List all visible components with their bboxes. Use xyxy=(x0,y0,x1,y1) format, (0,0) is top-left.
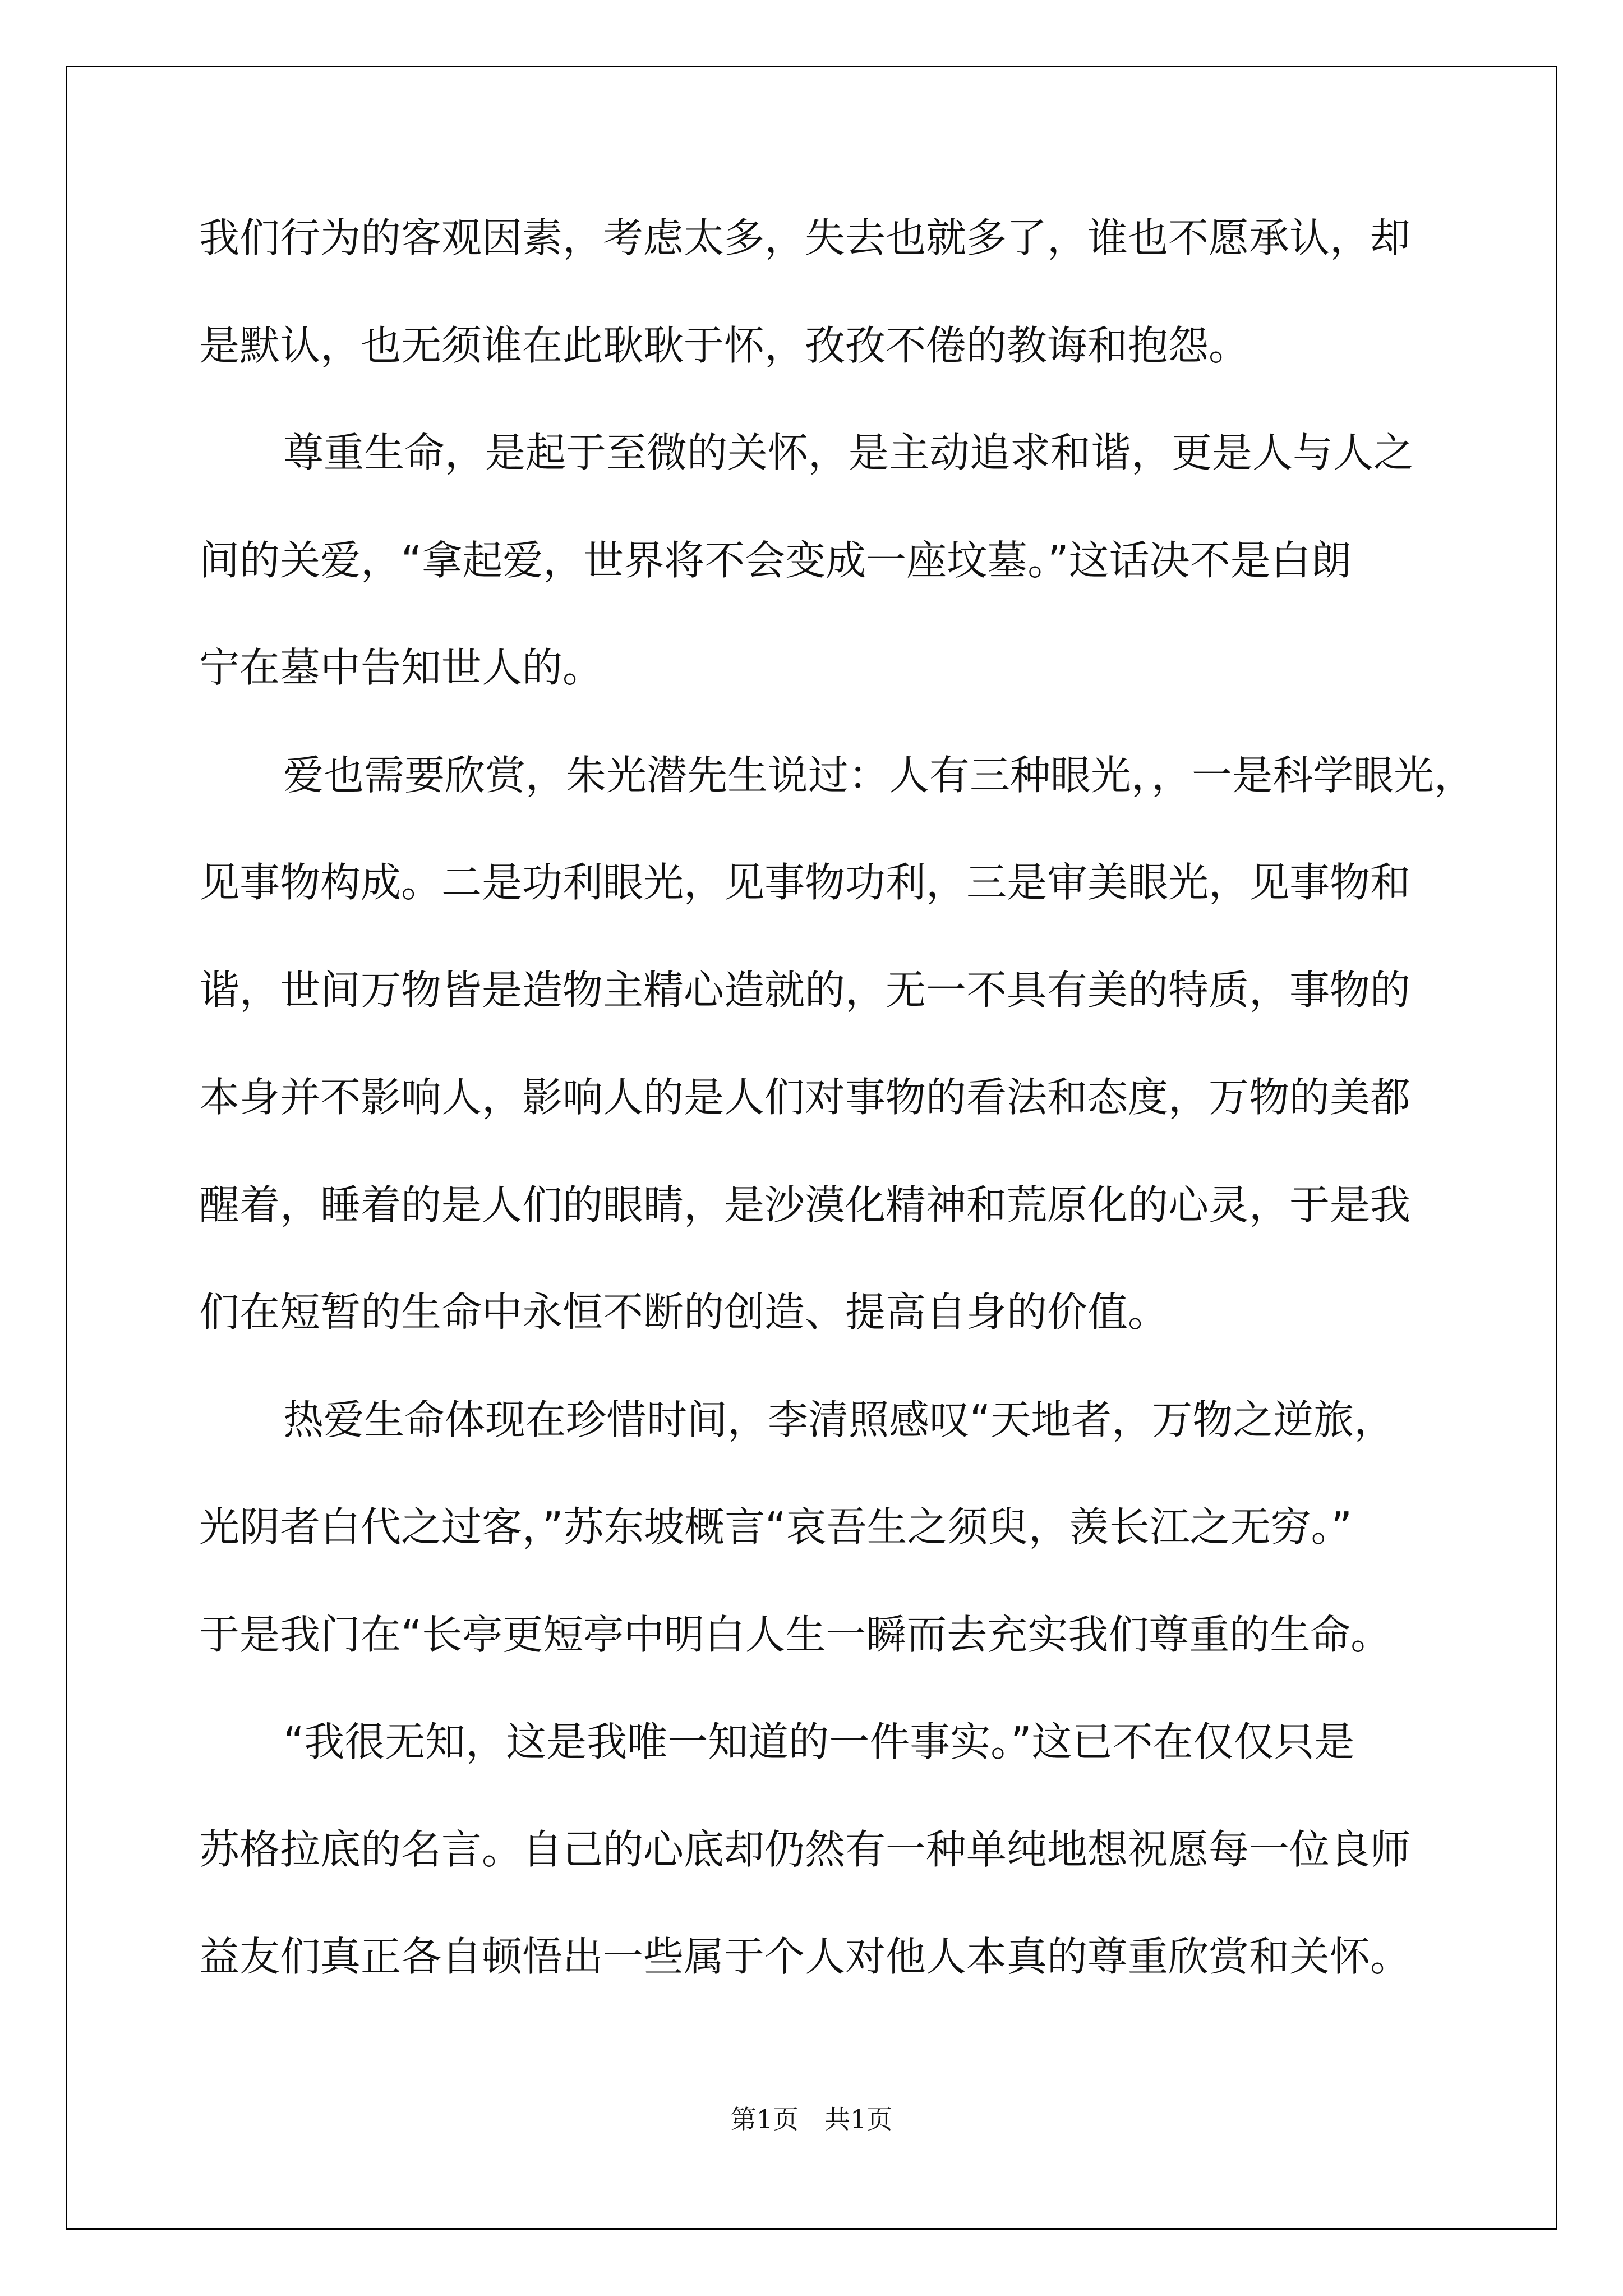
text-line: 是默认，也无须谁在此耿耿于怀，孜孜不倦的教诲和抱怨。 xyxy=(199,322,1249,369)
page-border xyxy=(66,66,1557,2230)
text-line: 光阴者白代之过客，”苏东坡概言“哀吾生之须臾，羡长江之无穷。” xyxy=(199,1503,1352,1550)
text-line: 苏格拉底的名言。自己的心底却仍然有一种单纯地想祝愿每一位良师 xyxy=(199,1826,1411,1873)
text-line: 我们行为的客观因素，考虑太多，失去也就多了，谁也不愿承认，却 xyxy=(199,214,1411,261)
text-line: 谐，世间万物皆是造物主精心造就的，无一不具有美的特质，事物的 xyxy=(199,967,1411,1014)
text-line: 宁在墓中告知世人的。 xyxy=(199,644,603,691)
text-line: 见事物构成。二是功利眼光，见事物功利，三是审美眼光，见事物和 xyxy=(199,859,1411,906)
text-line: 热爱生命体现在珍惜时间，李清照感叹“天地者，万物之逆旅， xyxy=(283,1396,1395,1443)
text-line: “我很无知，这是我唯一知道的一件事实。”这已不在仅仅只是 xyxy=(283,1718,1355,1765)
text-line: 益友们真正各自顿悟出一些属于个人对他人本真的尊重欣赏和关怀。 xyxy=(199,1933,1411,1980)
text-line: 们在短暂的生命中永恒不断的创造、提高自身的价值。 xyxy=(199,1289,1169,1336)
text-line: 醒着，睡着的是人们的眼睛，是沙漠化精神和荒原化的心灵，于是我 xyxy=(199,1181,1411,1228)
text-line: 间的关爱，“拿起爱，世界将不会变成一座坟墓。”这话决不是白朗 xyxy=(199,537,1352,584)
text-line: 爱也需要欣赏，朱光潜先生说过：人有三种眼光，，一是科学眼光， xyxy=(283,752,1475,799)
text-line: 于是我门在“长亭更短亭中明白人生一瞬而去充实我们尊重的生命。 xyxy=(199,1611,1391,1658)
text-line: 尊重生命，是起于至微的关怀，是主动追求和谐，更是人与人之 xyxy=(283,429,1414,476)
page-number-footer: 第1页 共1页 xyxy=(730,2104,893,2134)
text-line: 本身并不影响人，影响人的是人们对事物的看法和态度，万物的美都 xyxy=(199,1074,1411,1121)
